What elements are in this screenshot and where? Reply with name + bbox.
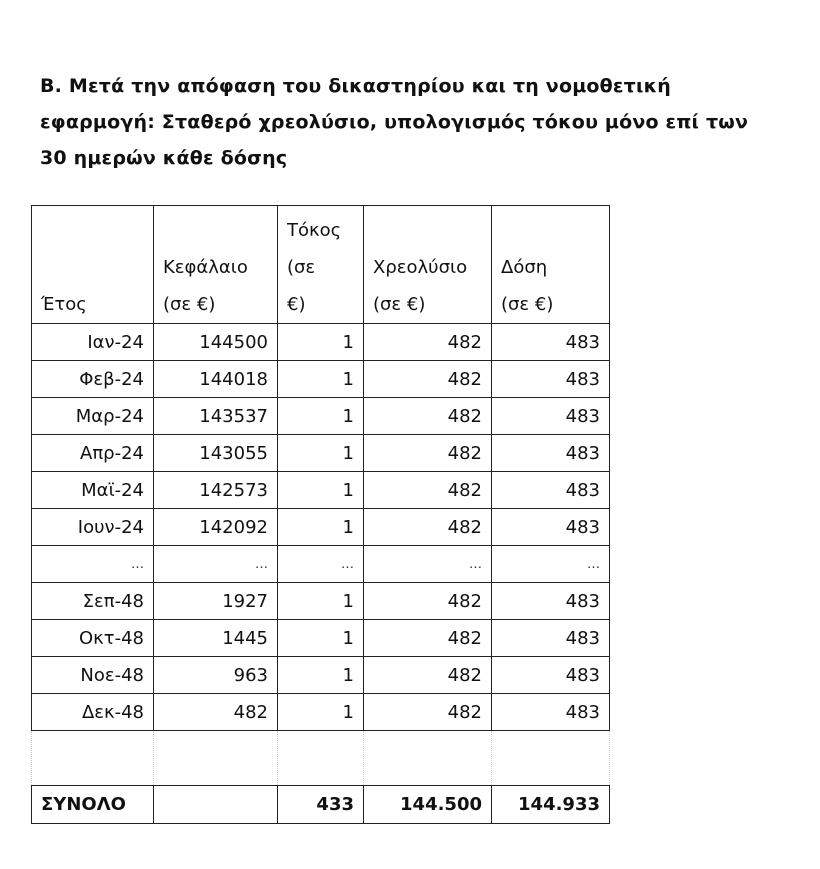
cell-year: Σεπ-48 bbox=[32, 583, 154, 620]
heading-line-2: εφαρμογή: Σταθερό χρεολύσιο, υπολογισμός τόκου μόνο επί των bbox=[40, 111, 749, 133]
cell-amortization: 482 bbox=[364, 361, 492, 398]
cell-year: Νοε-48 bbox=[32, 657, 154, 694]
cell-interest: 1 bbox=[278, 324, 364, 361]
cell-capital: 1445 bbox=[154, 620, 278, 657]
cell-capital: 482 bbox=[154, 694, 278, 731]
cell-year: Μαϊ-24 bbox=[32, 472, 154, 509]
table-row bbox=[32, 509, 610, 546]
table-row bbox=[32, 620, 610, 657]
cell-interest: 1 bbox=[278, 435, 364, 472]
cell-installment: 483 bbox=[492, 435, 610, 472]
cell-interest: … bbox=[278, 546, 364, 583]
table-row bbox=[32, 398, 610, 435]
cell-year: Μαρ-24 bbox=[32, 398, 154, 435]
cell-capital: … bbox=[154, 546, 278, 583]
cell-installment: 483 bbox=[492, 657, 610, 694]
cell-installment: 483 bbox=[492, 509, 610, 546]
cell-year: … bbox=[32, 546, 154, 583]
cell-interest: 1 bbox=[278, 472, 364, 509]
cell-installment: 483 bbox=[492, 472, 610, 509]
cell-capital: 142092 bbox=[154, 509, 278, 546]
table-row bbox=[32, 583, 610, 620]
cell-installment: 483 bbox=[492, 583, 610, 620]
cell-capital: 1927 bbox=[154, 583, 278, 620]
cell-capital: 143537 bbox=[154, 398, 278, 435]
cell-year: Ιουν-24 bbox=[32, 509, 154, 546]
cell-interest: 1 bbox=[278, 398, 364, 435]
cell-amortization: 482 bbox=[364, 620, 492, 657]
cell-amortization: 482 bbox=[364, 509, 492, 546]
total-installment: 144.933 bbox=[492, 786, 610, 824]
cell-installment: … bbox=[492, 546, 610, 583]
cell-amortization: 482 bbox=[364, 472, 492, 509]
cell-interest: 1 bbox=[278, 509, 364, 546]
cell-interest: 1 bbox=[278, 620, 364, 657]
cell-installment: 483 bbox=[492, 361, 610, 398]
repayment-schedule-table bbox=[31, 205, 610, 824]
table-row bbox=[32, 472, 610, 509]
header-amortization: Χρεολύσιο (σε €) bbox=[364, 206, 492, 324]
cell-capital: 142573 bbox=[154, 472, 278, 509]
cell-installment: 483 bbox=[492, 694, 610, 731]
section-heading bbox=[40, 68, 800, 176]
cell-installment: 483 bbox=[492, 398, 610, 435]
cell-installment: 483 bbox=[492, 324, 610, 361]
cell-year: Δεκ-48 bbox=[32, 694, 154, 731]
cell-interest: 1 bbox=[278, 361, 364, 398]
cell-amortization: 482 bbox=[364, 435, 492, 472]
spacer-row bbox=[32, 731, 610, 786]
cell-amortization: 482 bbox=[364, 398, 492, 435]
cell-amortization: 482 bbox=[364, 694, 492, 731]
heading-line-3: 30 ημερών κάθε δόσης bbox=[40, 147, 288, 169]
heading-line-1: Β. Μετά την απόφαση του δικαστηρίου και τη νομοθετική bbox=[40, 75, 672, 97]
header-year: Έτος bbox=[32, 206, 154, 324]
cell-year: Φεβ-24 bbox=[32, 361, 154, 398]
cell-amortization: 482 bbox=[364, 583, 492, 620]
cell-capital: 143055 bbox=[154, 435, 278, 472]
cell-capital: 144500 bbox=[154, 324, 278, 361]
cell-amortization: 482 bbox=[364, 657, 492, 694]
table-row bbox=[32, 657, 610, 694]
table-row bbox=[32, 546, 610, 583]
cell-interest: 1 bbox=[278, 657, 364, 694]
table-row bbox=[32, 694, 610, 731]
cell-interest: 1 bbox=[278, 583, 364, 620]
total-row bbox=[32, 786, 610, 824]
header-installment: Δόση (σε €) bbox=[492, 206, 610, 324]
header-capital: Κεφάλαιο (σε €) bbox=[154, 206, 278, 324]
cell-capital: 144018 bbox=[154, 361, 278, 398]
table-row bbox=[32, 361, 610, 398]
table-row bbox=[32, 324, 610, 361]
table-header-row bbox=[32, 206, 610, 324]
cell-capital: 963 bbox=[154, 657, 278, 694]
table-row bbox=[32, 435, 610, 472]
cell-installment: 483 bbox=[492, 620, 610, 657]
cell-interest: 1 bbox=[278, 694, 364, 731]
header-interest: Τόκος (σε €) bbox=[278, 206, 364, 324]
total-interest: 433 bbox=[278, 786, 364, 824]
total-capital bbox=[154, 786, 278, 824]
cell-year: Ιαν-24 bbox=[32, 324, 154, 361]
total-label: ΣΥΝΟΛΟ bbox=[32, 786, 154, 824]
cell-year: Απρ-24 bbox=[32, 435, 154, 472]
cell-amortization: 482 bbox=[364, 324, 492, 361]
cell-amortization: … bbox=[364, 546, 492, 583]
cell-year: Οκτ-48 bbox=[32, 620, 154, 657]
total-amortization: 144.500 bbox=[364, 786, 492, 824]
